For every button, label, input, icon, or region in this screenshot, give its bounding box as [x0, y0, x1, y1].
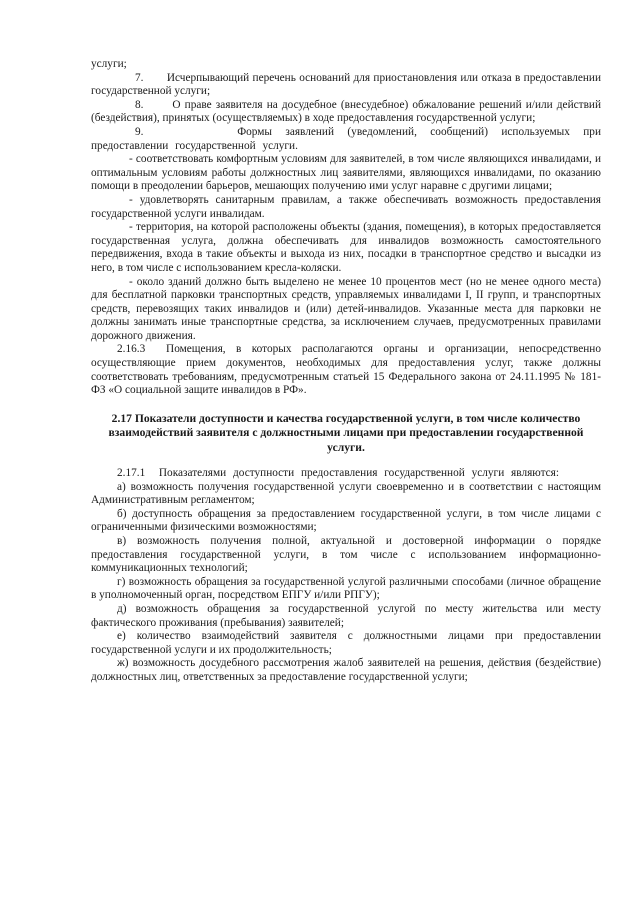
section-heading-2-17: 2.17 Показатели доступности и качества государственной услуги, в том числе количество взаимодействий заявителя с должностными лицами при предоставлении государственной услуги. [108, 411, 584, 454]
indicator-d: д) возможность обращения за государственной услугой по месту жительства или месту фактического проживания (пребывания) заявителей; [91, 603, 601, 629]
document-page [91, 58, 601, 685]
indicator-v: в) возможность получения полной, актуальной и достоверной информации о порядке предоставления государственной услуги, в том числе с использованием информационно-коммуникационных технологий; [91, 535, 601, 575]
requirement-parking: - около зданий должно быть выделено не менее 10 процентов мест (но не менее одного места) для бесплатной парковки транспортных средств, управляемых инвалидами I, II групп, и транспортных средств, перевозящих таких инвалидов и (или) детей-инвалидов. Указанные места для парковки не должны занимать иные транспортные средства, за исключением случаев, предусмотренных правилами дорожного движения. [91, 275, 601, 342]
indicator-a: а) возможность получения государственной услуги своевременно и в соответствии с настоящим Административным регламентом; [91, 480, 601, 507]
clause-2-16-3: 2.16.3 Помещения, в которых располагаются органы и организации, непосредственно осуществляющие прием документов, необходимых для предоставления услуг, также должны соответствовать требованиям, предусмотренным статьей 15 Федерального закона от 24.11.1995 № 181-ФЗ «О социальной защите инвалидов в РФ». [91, 343, 601, 397]
requirement-territory: - территория, на которой расположены объекты (здания, помещения), в которых предоставляется государственная услуга, должна обеспечивать для инвалидов возможность самостоятельного передвижения, входа в такие объекты и выхода из них, посадки в транспортное средство и высадки из него, в том числе с использованием кресла-коляски. [91, 221, 601, 274]
requirement-sanitary: - удовлетворять санитарным правилам, а также обеспечивать возможность предоставления государственной услуги инвалидам. [91, 193, 601, 220]
text-line-uslugi: услуги; [91, 58, 127, 70]
indicator-e: е) количество взаимодействий заявителя с должностными лицами при предоставлении государственной услуги и их продолжительность; [91, 630, 601, 656]
indicator-g: г) возможность обращения за государственной услугой различными способами (личное обращение в уполномоченный орган, посредством ЕПГУ и/или РПГУ); [91, 575, 601, 602]
requirement-comfort: - соответствовать комфортным условиям для заявителей, в том числе являющихся инвалидами, и оптимальным условиям работы должностных лиц заявителями, являющихся инвалидами, по оказанию помощи в преодолении барьеров, мешающих получению ими услуг наравне с другими лицами; [91, 153, 601, 193]
clause-2-17-1: 2.17.1 Показателями доступности предоставления государственной услуги являются: [117, 467, 559, 480]
list-item-7: 7. Исчерпывающий перечень оснований для приостановления или отказа в предоставлении государственной услуги; [91, 71, 601, 98]
list-item-8: 8. О праве заявителя на досудебное (внесудебное) обжалование решений и/или действий (бездействия), принятых (осуществляемых) в ходе предоставления государственной услуги; [91, 98, 601, 125]
indicator-b: б) доступность обращения за предоставлением государственной услуги, в том числе лицами с ограниченными физическими возможностями; [91, 507, 601, 534]
list-item-9: 9. Формы заявлений (уведомлений, сообщений) используемых при предоставлении государственной услуги. [91, 125, 601, 152]
indicator-zh: ж) возможность досудебного рассмотрения жалоб заявителей на решения, действия (бездействие) должностных лиц, ответственных за предоставление государственной услуги; [91, 657, 601, 683]
